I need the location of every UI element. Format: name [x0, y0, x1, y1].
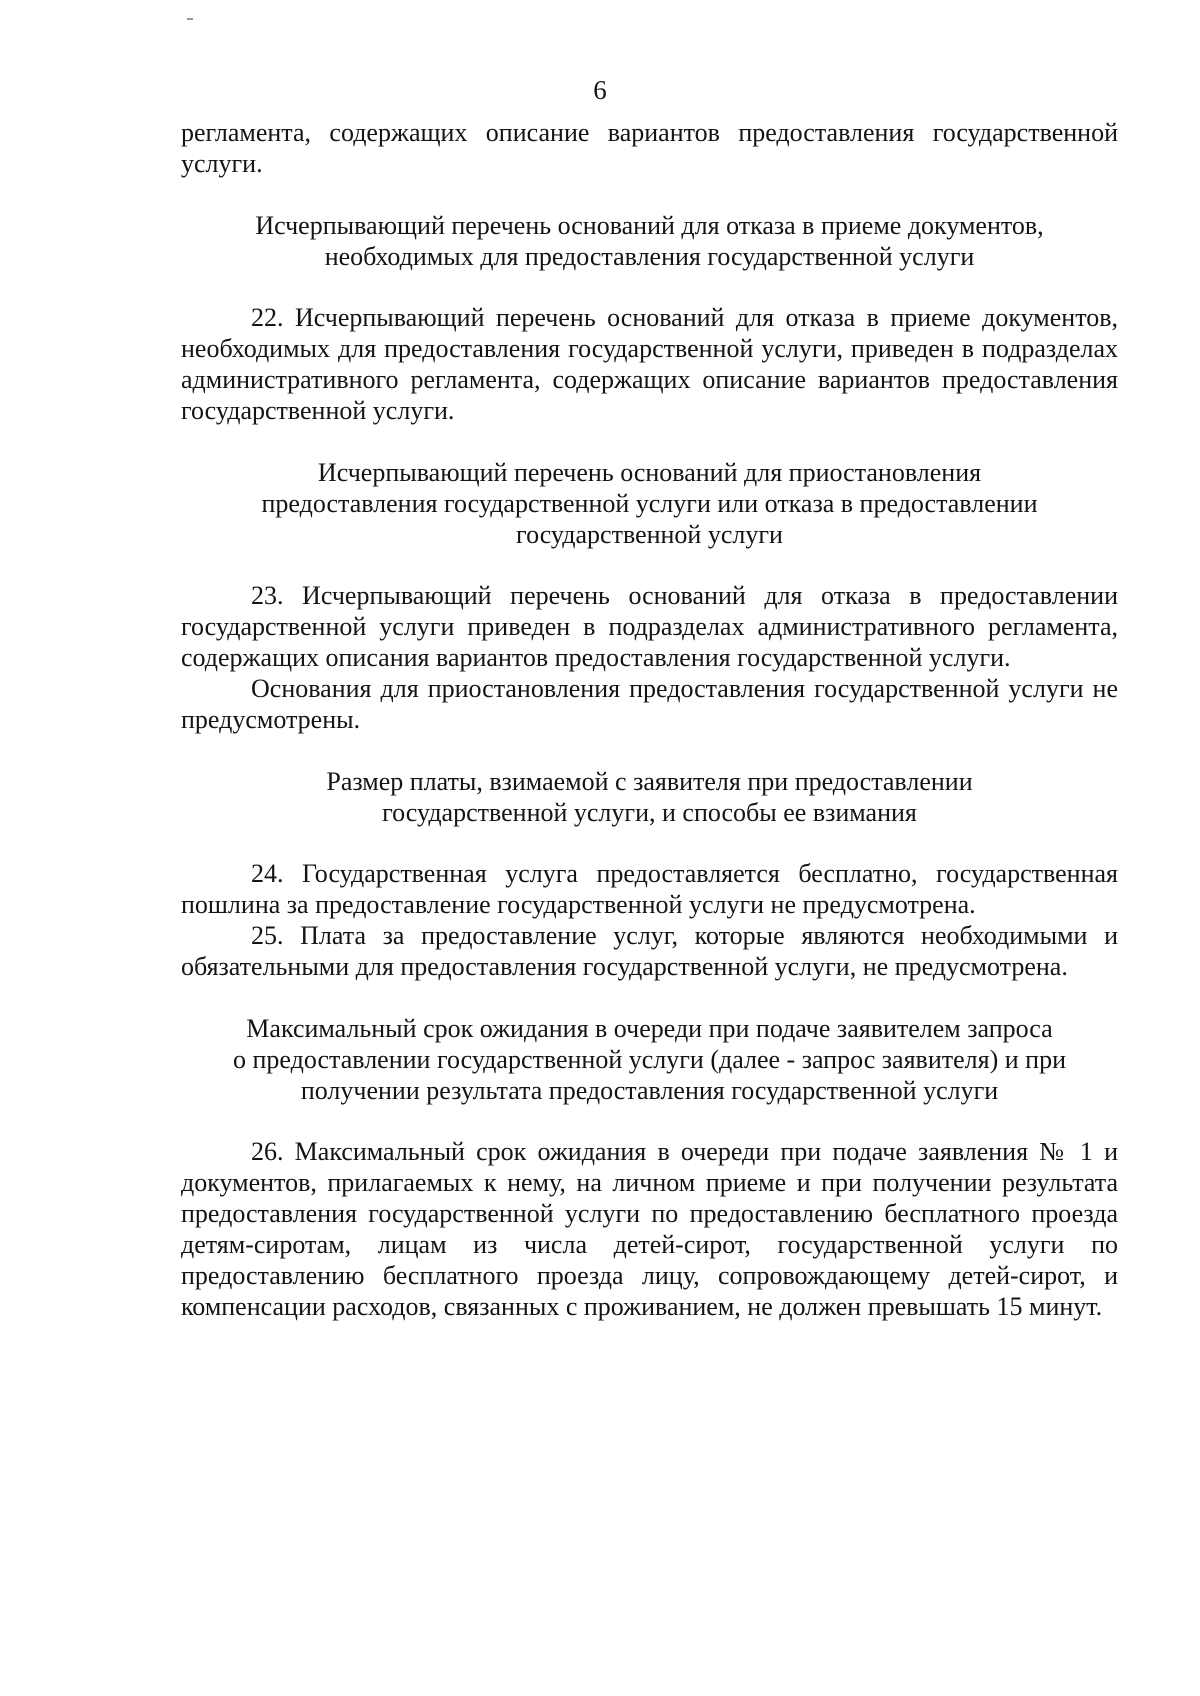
- heading-line: получении результата предоставления государственной услуги: [300, 1076, 999, 1105]
- heading-line: государственной услуги, и способы ее взимания: [382, 798, 917, 827]
- heading-line: необходимых для предоставления государственной услуги: [324, 242, 975, 271]
- heading-line: Исчерпывающий перечень оснований для отказа в приеме документов,: [255, 211, 1044, 240]
- section-heading-suspension: [181, 457, 1118, 550]
- paragraph-25: 25. Плата за предоставление услуг, которые являются необходимыми и обязательными для предоставления государственной услуги, не предусмотрена.: [181, 921, 1118, 981]
- section-heading-refusal-reception: [181, 210, 1118, 272]
- section-heading-fee: [181, 766, 1118, 828]
- paragraph-22: 22. Исчерпывающий перечень оснований для отказа в приеме документов, необходимых для предоставления государственной услуги, приведен в подразделах административного регламента, содержащих описание вариантов предоставления государственной услуги.: [181, 303, 1118, 425]
- document-body: [181, 117, 1118, 1322]
- scan-speck-mark: [187, 18, 193, 20]
- paragraph-continuation: регламента, содержащих описание вариантов предоставления государственной услуги.: [181, 118, 1118, 178]
- paragraph-26: 26. Максимальный срок ожидания в очереди при подаче заявления № 1 и документов, прилагаемых к нему, на личном приеме и при получении результата предоставления государственной услуги по предоставлению бесплатного проезда детям-сиротам, лицам из числа детей-сирот, государственной услуги по предоставлению бесплатного проезда лицу, сопровождающему детей-сирот, и компенсации расходов, связанных с проживанием, не должен превышать 15 минут.: [181, 1137, 1118, 1321]
- paragraph-23: 23. Исчерпывающий перечень оснований для отказа в предоставлении государственной услуги приведен в подразделах административного регламента, содержащих описания вариантов предоставления государственной услуги.: [181, 581, 1118, 672]
- heading-line: государственной услуги: [516, 520, 783, 549]
- heading-line: Размер платы, взимаемой с заявителя при предоставлении: [326, 767, 973, 796]
- heading-line: Исчерпывающий перечень оснований для приостановления: [317, 458, 982, 487]
- paragraph-suspension-grounds: Основания для приостановления предоставления государственной услуги не предусмотрены.: [181, 674, 1118, 734]
- page-number: 6: [593, 75, 607, 105]
- heading-line: предоставления государственной услуги или отказа в предоставлении: [261, 489, 1038, 518]
- section-heading-queue-time: [181, 1013, 1118, 1106]
- heading-line: Максимальный срок ожидания в очереди при подаче заявителем запроса: [246, 1014, 1053, 1043]
- heading-line: о предоставлении государственной услуги (далее - запрос заявителя) и при: [233, 1045, 1066, 1074]
- paragraph-24: 24. Государственная услуга предоставляется бесплатно, государственная пошлина за предоставление государственной услуги не предусмотрена.: [181, 859, 1118, 919]
